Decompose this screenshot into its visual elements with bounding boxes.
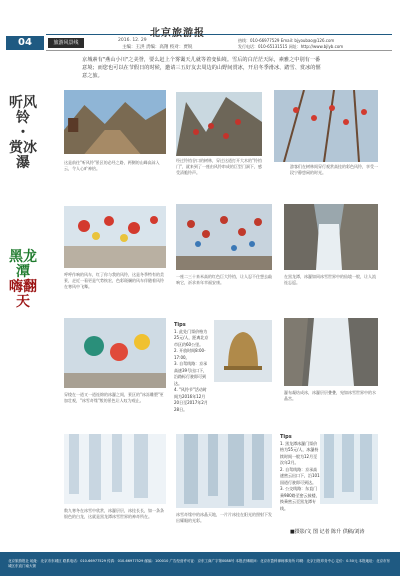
tips-1-line: 3. 自驾线路：京承高速39号出口下，沿路标行驶即可到达。 (174, 361, 208, 386)
photo-bell-gate (176, 92, 262, 156)
section-tag: 旅游风景线 (48, 38, 84, 48)
photo-ice-columns (176, 434, 272, 508)
tips-2-line: 3. 公交线路：东直门乘980路至密云鼓楼，换乘密云至黑龙潭专线。 (280, 486, 320, 511)
photo-credit: ■摄影/文 图 记者 陈升 供稿/刘涛 (290, 529, 365, 535)
contact-line: 热线：010-66977529 Email: bjyoubao@126.com (238, 38, 335, 43)
photo-bell-tunnel (176, 204, 272, 270)
caption-4: 呼呼作响的风车，红了你与我的风铃，这是冬季特有的美景，走近一看更是气势恢宏，色彩斑斓的风车伴随着风铃在寒风中飞舞。 (64, 272, 164, 289)
footer-bar (0, 552, 400, 576)
page-number: 04 (6, 36, 44, 50)
title-second-a: 黑龙潭 (9, 249, 37, 280)
caption-2: 经过铃铛谷口的树林，穿过这道打开大木的"铃铛门"，就来到了一座由风铃串成的巨型门洞下，感受清脆铃声。 (176, 158, 262, 175)
caption-7: 穿梭在一道又一道连绵的冰瀑之间，景区的"冰冻雕塑"更加壮观，"冰雪奇缘"般的景色让人叹为观止。 (64, 392, 164, 403)
caption-3: 游客们在树林间穿行观赏高挂的彩色风铃，享受一段宁静悠闲的时光。 (290, 164, 378, 175)
photo-forest-bells (274, 90, 378, 162)
photo-ice-curtain (64, 434, 166, 504)
title-first: 听风铃 ・ 赏冰瀑 (9, 95, 37, 171)
photo-ice-wall (320, 434, 378, 504)
tips-box-2 (280, 434, 320, 512)
caption-9: 数九寒冬在冰雪中欣赏，冰瀑层层，冰挂长长，如一条条银色的白龙，这就是黑龙潭冰雪世界的神奇所在。 (64, 508, 164, 519)
caption-10: 冰雪奇缘中的冰晶天地，一片片冰挂在阳光的照射下发出耀眼的光彩。 (176, 512, 272, 523)
tips-2-title: Tips (280, 434, 292, 440)
photo-frozen-falls (284, 318, 378, 386)
photo-pinwheels (64, 318, 166, 388)
caption-1: 这是前往"听风铃"景区的必经之路，两侧的山峰高耸入云，令人心旷神怡。 (64, 160, 160, 171)
tips-2-line: 2. 自驾线路：京承高速密云出口下，沿101国道行驶即可到达。 (280, 466, 320, 485)
masthead: 北京旅游报 (150, 28, 205, 39)
caption-5: 一座二三十来米高的红色巨大铃铛，让人忍不住想去敲响它，祈求来年幸福安康。 (176, 274, 272, 285)
caption-8: 瀑布凝结成冰，冰瀑层层叠叠，宛如冰雪世界中的水晶宫。 (284, 390, 376, 401)
tips-1-line: 2. 开放时间8:00-17:00。 (174, 348, 206, 360)
caption-6: 在黑龙潭，冰瀑如同冰雪世界中的仙境一般，让人流连忘返。 (284, 274, 376, 285)
tips-1-line: 1. 此处门票价格为25元/人，距离北京市区约60公里。 (174, 328, 209, 347)
header-rule (46, 34, 392, 35)
footer-text: 北京旅游报社 地址：北京市东城区 联系电话：010-66977529 传真：010-66977529 邮编：100010 广告经营许可证：京东工商广字第0088号 本报法律顾问：北京市盈科律师事务所 印刷：北京日报印务中心 定价：0.50元 本报地址：北京市东城区东直门南大街 (8, 559, 391, 568)
title-second-b: 嗨翻天 (9, 279, 37, 310)
photo-ice-valley (284, 204, 378, 270)
tips-1-title: Tips (174, 322, 186, 328)
tips-1-line: 4. "风铃节"活动时间为2016年12月20日至2017年2月28日。 (174, 387, 208, 412)
editor-credits: 主编：王洪 责编：高翔 校对：贾锐 (122, 45, 193, 50)
photo-mountain-road (64, 90, 166, 154)
tips-2-line: 1. 黑龙潭冰瀑门票价格为55元/人，冰瀑持续时间一般为12月至次年2月。 (280, 440, 319, 465)
hotline-line: 发行电话：010-65131515 网址：http://www.bjlyb.com (238, 44, 344, 49)
issue-date: 2016. 12. 29 (118, 38, 147, 43)
tips-box-1 (174, 322, 210, 413)
photo-giant-bell (214, 320, 272, 382)
title-second (8, 250, 38, 310)
intro-paragraph: 京城素有"燕山小川"之美誉，要么赶上个雾霭天儿就等着变仙境。雪后的白茫茫天际，素雅之中别有一番意境；而您也可以在节假日的时候，邀请三五好友去周边的山野间赏冰，开启冬季滑冰、踏雪、赏冰的惬意之旅。 (82, 57, 321, 79)
photo-windmills (64, 206, 166, 268)
header-rule-lower (46, 50, 392, 51)
